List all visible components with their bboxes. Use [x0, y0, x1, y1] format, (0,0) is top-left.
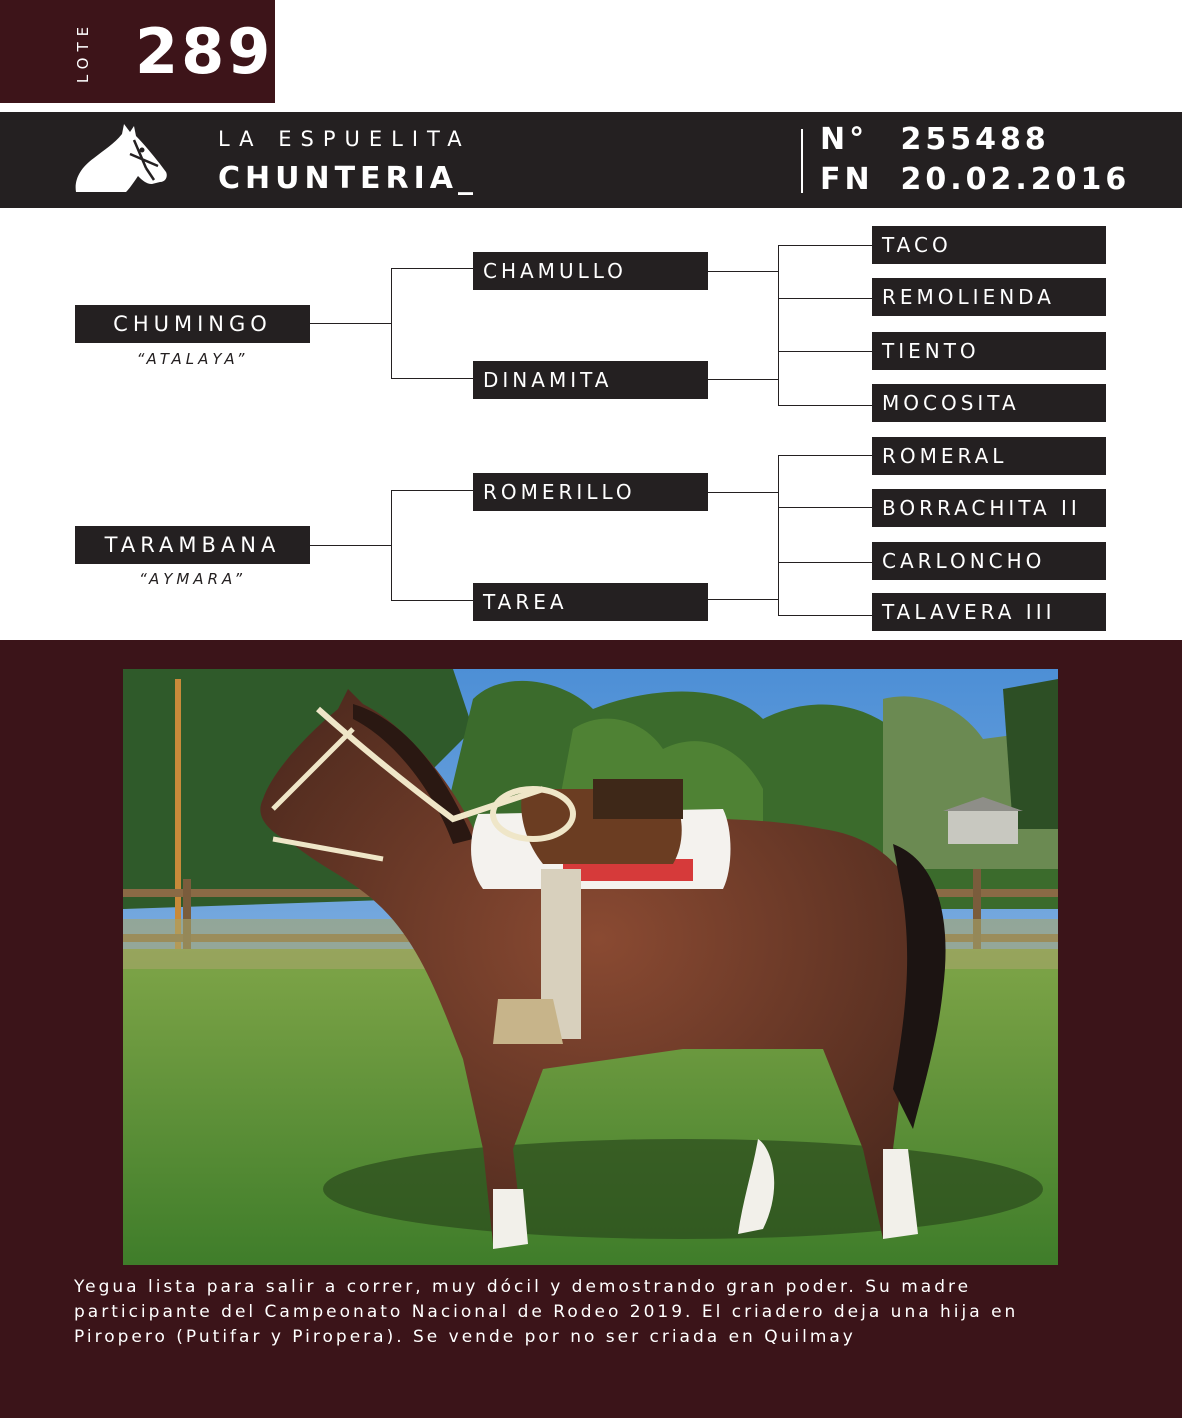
connector-line — [708, 271, 778, 272]
registration-number: 255488 — [900, 122, 1050, 157]
connector-line — [391, 268, 392, 379]
connector-line — [391, 600, 473, 601]
connector-line — [778, 455, 872, 456]
great-grandparent-box: TACO — [872, 226, 1106, 264]
connector-line — [391, 490, 473, 491]
header-divider — [801, 129, 803, 193]
great-grandparent-box: ROMERAL — [872, 437, 1106, 475]
connector-line — [391, 378, 473, 379]
connector-line — [778, 405, 872, 406]
sire-alias: “ATALAYA” — [136, 350, 249, 368]
connector-line — [778, 562, 872, 563]
horse-header — [0, 112, 1182, 208]
dam-box: TARAMBANA — [75, 526, 310, 564]
great-grandparent-box: TALAVERA III — [872, 593, 1106, 631]
sire-box: CHUMINGO — [75, 305, 310, 343]
paternal-granddam-box: DINAMITA — [473, 361, 708, 399]
horse-photo — [123, 669, 1058, 1265]
lot-description: Yegua lista para salir a correr, muy dócil y demostrando gran poder. Su madre participante del Campeonato Nacional de Rodeo 2019. El criadero deja una hija en Piropero (Putifar y Piropera). Se vende por no ser criada en Quilmay — [74, 1277, 1019, 1347]
connector-line — [778, 351, 872, 352]
registration-label: N° — [820, 122, 869, 157]
connector-line — [391, 490, 392, 601]
paternal-grandsire-box: CHAMULLO — [473, 252, 708, 290]
connector-line — [391, 268, 473, 269]
connector-line — [778, 615, 872, 616]
photo-section — [0, 640, 1182, 1418]
birth-date-row — [820, 162, 1130, 197]
connector-line — [708, 492, 778, 493]
connector-line — [708, 379, 778, 380]
great-grandparent-box: TIENTO — [872, 332, 1106, 370]
lote-label: LOTE — [74, 20, 92, 84]
great-grandparent-box: MOCOSITA — [872, 384, 1106, 422]
great-grandparent-box: BORRACHITA II — [872, 489, 1106, 527]
connector-line — [708, 599, 778, 600]
pedigree-tree — [0, 208, 1182, 640]
dam-alias: “AYMARA” — [138, 570, 247, 588]
connector-line — [778, 507, 872, 508]
birth-date-label: FN — [820, 162, 874, 197]
maternal-granddam-box: TAREA — [473, 583, 708, 621]
great-grandparent-box: CARLONCHO — [872, 542, 1106, 580]
connector-line — [310, 323, 392, 324]
horse-name: CHUNTERIA_ — [218, 161, 479, 196]
connector-line — [778, 245, 779, 406]
connector-line — [778, 245, 872, 246]
connector-line — [310, 545, 392, 546]
birth-date: 20.02.2016 — [900, 162, 1131, 197]
lote-number: 289 — [135, 15, 274, 88]
connector-line — [778, 298, 872, 299]
lote-tag — [0, 0, 275, 103]
registration-row — [820, 122, 1050, 157]
maternal-grandsire-box: ROMERILLO — [473, 473, 708, 511]
great-grandparent-box: REMOLIENDA — [872, 278, 1106, 316]
farm-name: LA ESPUELITA — [218, 127, 471, 151]
horse-head-icon — [72, 124, 168, 194]
connector-line — [778, 455, 779, 616]
